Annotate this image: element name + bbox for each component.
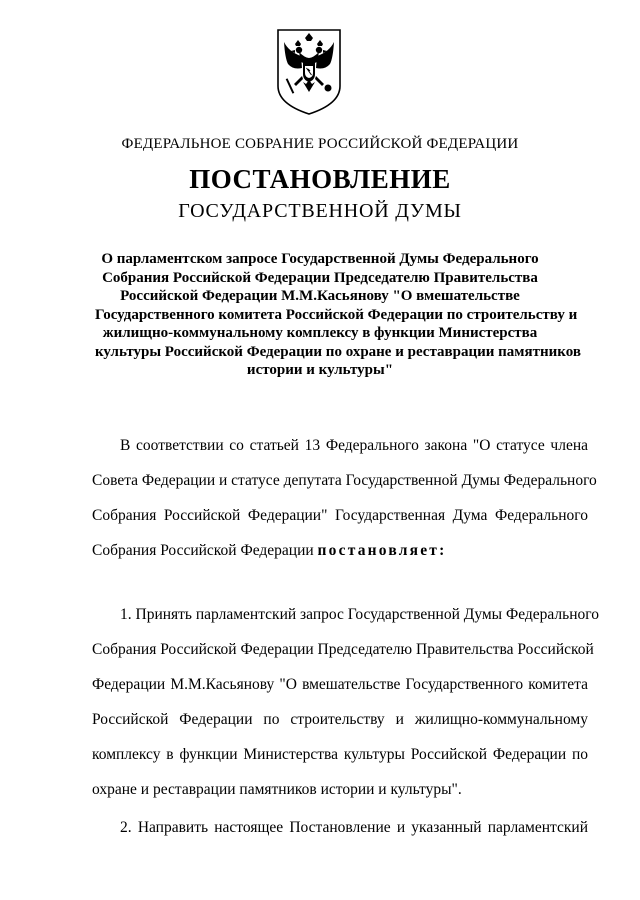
resolves-word: постановляет: (317, 542, 447, 559)
subject-line: Российской Федерации М.М.Касьянову "О вмешательстве (120, 288, 520, 304)
document-title: ПОСТАНОВЛЕНИЕ (189, 164, 451, 194)
paragraph-line: Федерации М.М.Касьянову "О вмешательстве Государственного комитета (92, 676, 588, 693)
subject-line: культуры Российской Федерации по охране и реставрации памятников (95, 343, 581, 360)
subject-line: жилищно-коммунальному комплексу в функции Министерства (102, 325, 538, 341)
preamble-last-line-text: Собрания Российской Федерации (92, 542, 314, 559)
paragraph-line: В соответствии со статьей 13 Федерального закона "О статусе члена (120, 437, 588, 454)
subject-line: О парламентском запросе Государственной Думы Федерального (101, 251, 539, 267)
paragraph-line: Собрания Российской Федерации Председателю Правительства Российской (92, 641, 594, 658)
document-subtitle: ГОСУДАРСТВЕННОЙ ДУМЫ (178, 200, 462, 222)
preamble-paragraph (92, 428, 597, 568)
item-1-paragraph (92, 597, 599, 807)
paragraph-line: 1. Принять парламентский запрос Государственной Думы Федерального (120, 606, 599, 623)
paragraph-line: охране и реставрации памятников истории и культуры". (92, 781, 462, 798)
resolution-subject (95, 250, 581, 380)
parliament-header: ФЕДЕРАЛЬНОЕ СОБРАНИЕ РОССИЙСКОЙ ФЕДЕРАЦИИ (121, 136, 519, 152)
paragraph-line: Совета Федерации и статусе депутата Государственной Думы Федерального (92, 472, 597, 489)
subject-line: истории и культуры" (246, 362, 394, 378)
item-2-paragraph (92, 810, 588, 845)
paragraph-line: Российской Федерации по строительству и жилищно-коммунальному (92, 711, 588, 728)
paragraph-line: 2. Направить настоящее Постановление и указанный парламентский (120, 819, 588, 836)
subject-line: Государственного комитета Российской Федерации по строительству и (95, 306, 578, 323)
paragraph-line: комплексу в функции Министерства культуры Российской Федерации по (92, 746, 588, 763)
subject-line: Собрания Российской Федерации Председателю Правительства (102, 269, 538, 286)
paragraph-line (92, 533, 588, 568)
coat-of-arms-emblem (275, 28, 343, 116)
paragraph-line: Собрания Российской Федерации" Государственная Дума Федерального (92, 507, 588, 524)
